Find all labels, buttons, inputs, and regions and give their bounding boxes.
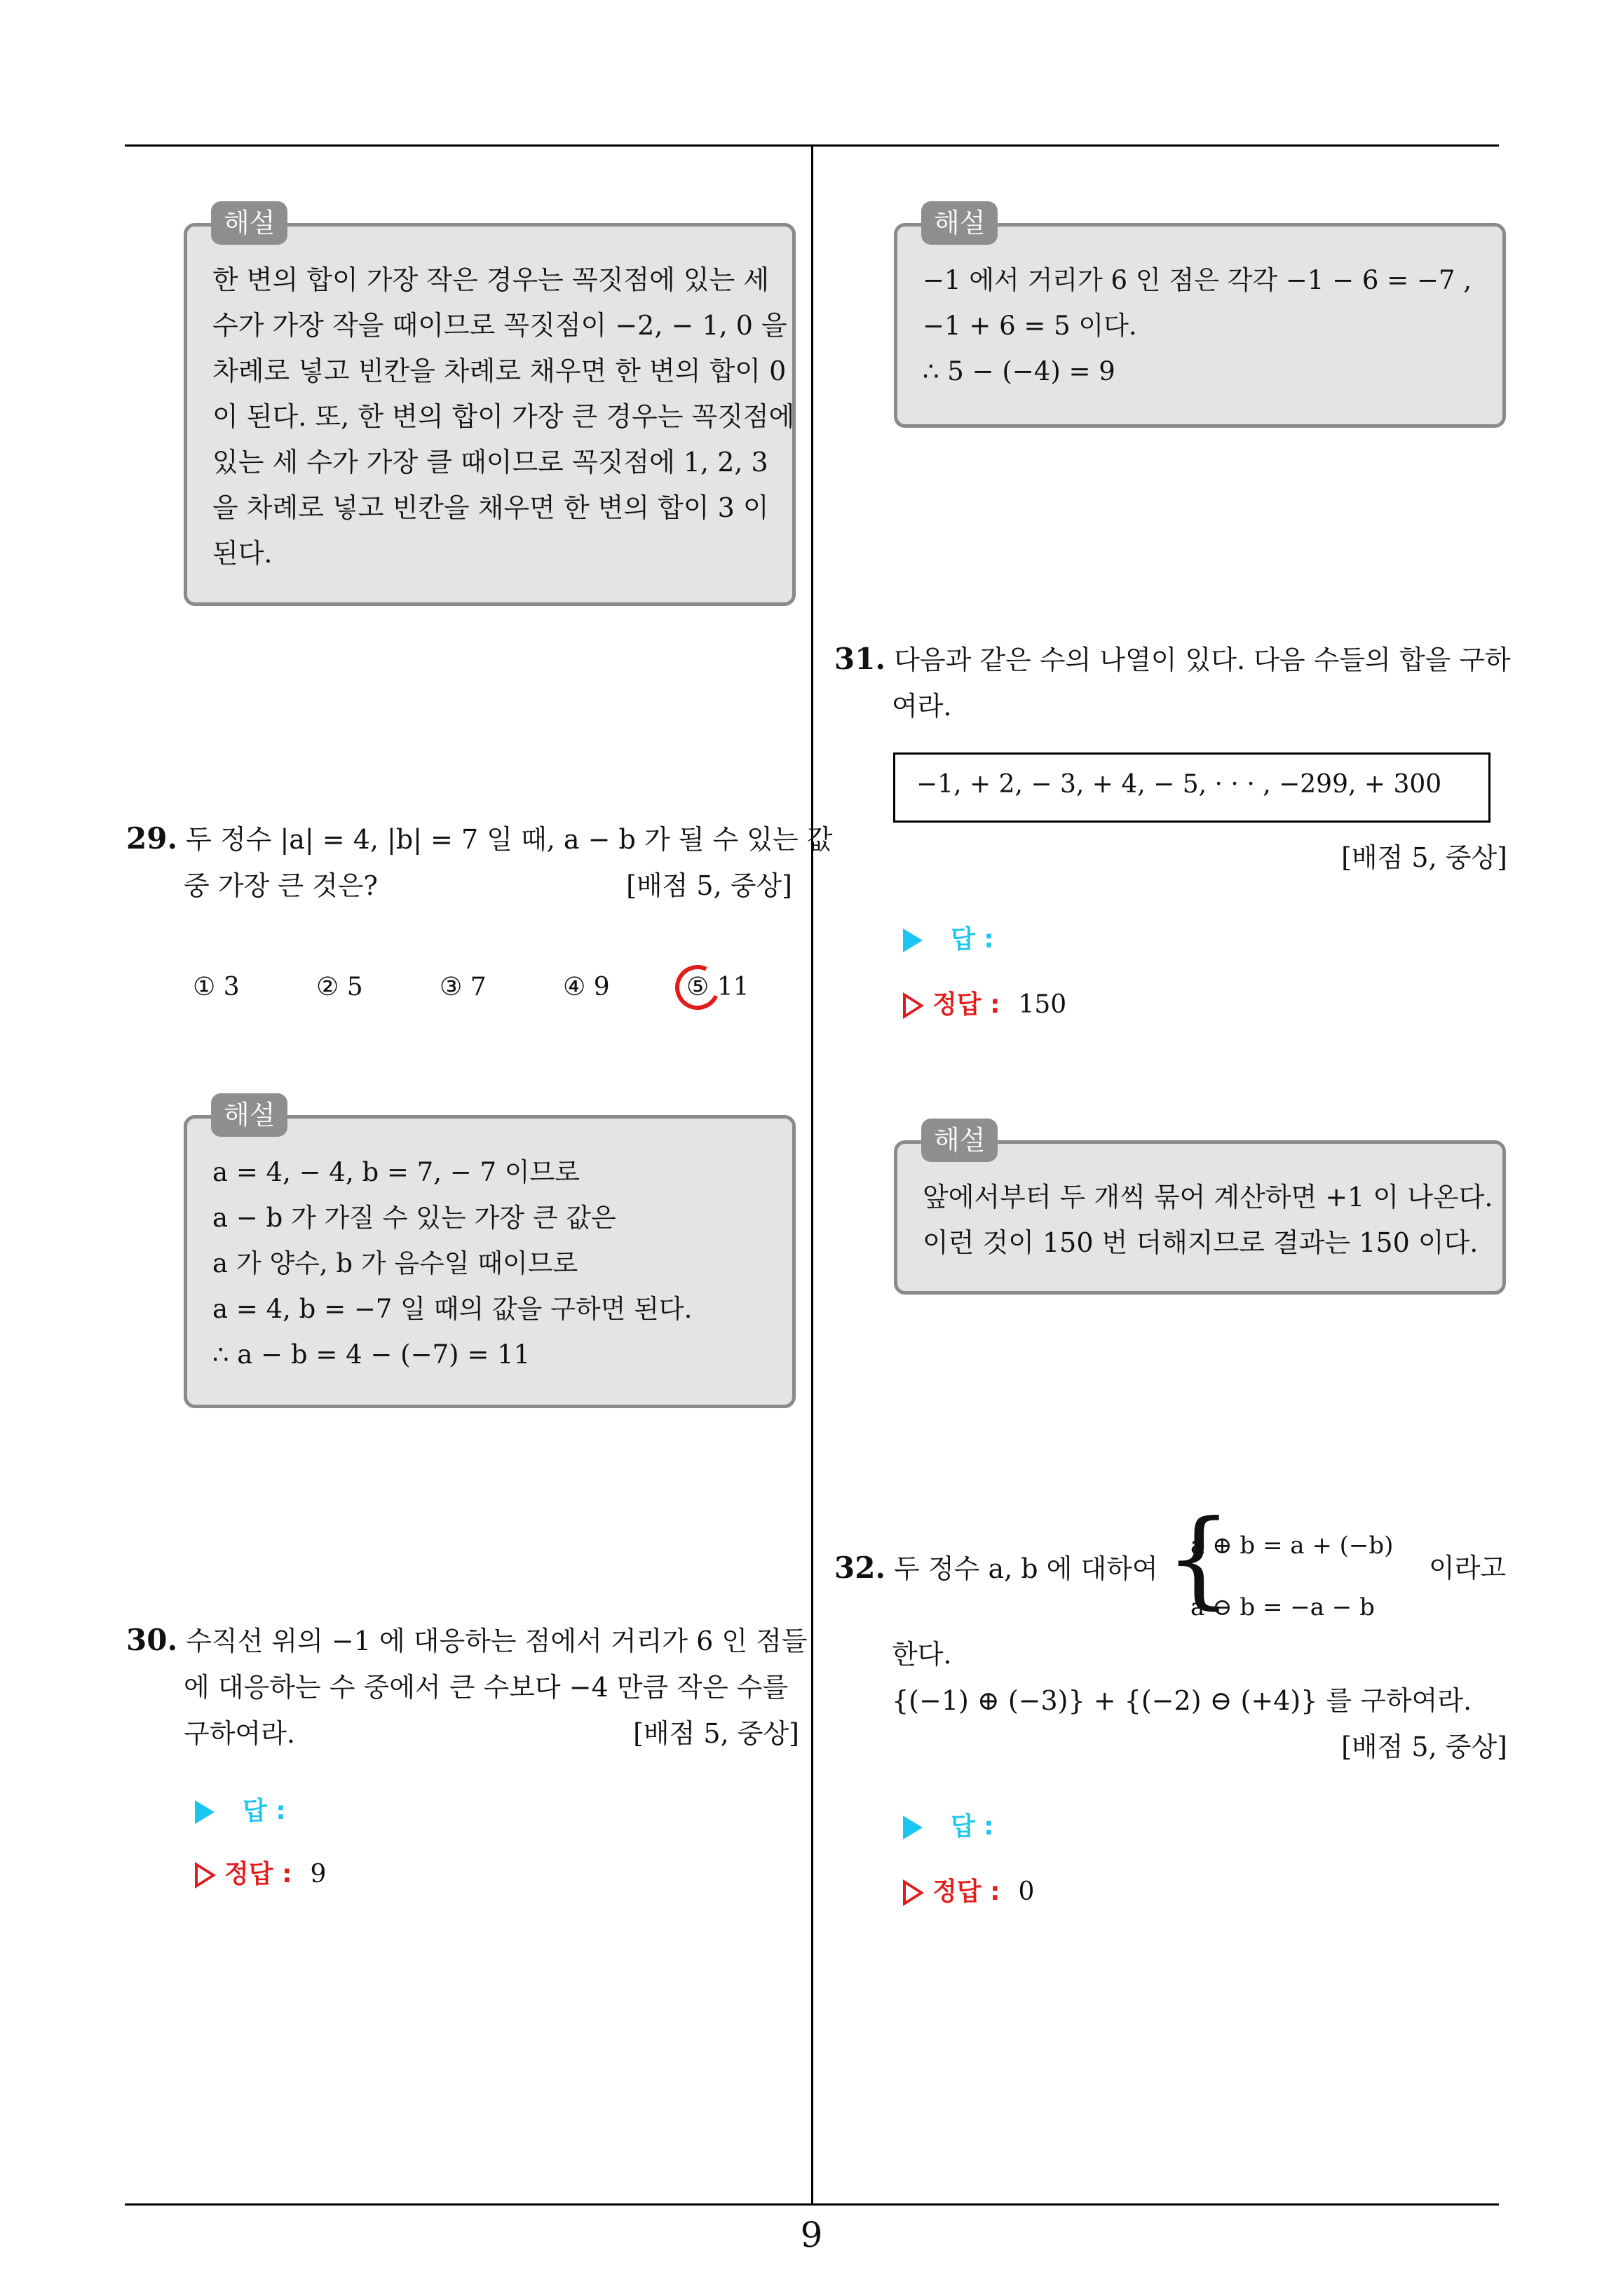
correct-value: 0 <box>1018 1877 1035 1906</box>
q32-correct-answer <box>903 1875 1034 1910</box>
choice-5[interactable]: ⑤ 11 <box>686 973 749 1001</box>
q30-explanation-box <box>894 208 1506 428</box>
question-31 <box>834 636 1511 729</box>
answer-arrow-icon <box>903 1816 923 1839</box>
correct-value: 150 <box>1018 990 1067 1019</box>
question-number: 32. <box>834 1551 886 1585</box>
score-label: [배점 5, 중상] <box>1341 1731 1507 1762</box>
answer-label: 답 : <box>951 925 994 954</box>
answer-arrow-icon <box>195 1800 215 1824</box>
correct-label: 정답 : <box>932 990 1000 1019</box>
explanation-tag: 해설 <box>921 201 998 245</box>
choice-3[interactable]: ③ 7 <box>440 973 487 1001</box>
q31-score: [배점 5, 중상] <box>1341 842 1507 873</box>
question-number: 31. <box>834 642 886 676</box>
q30-correct-answer <box>195 1857 326 1892</box>
q28-explanation-box <box>184 208 796 606</box>
correct-label: 정답 : <box>932 1877 1000 1906</box>
case-brace: { <box>1165 1498 1232 1620</box>
question-text: 에 대응하는 수 중에서 큰 수보다 −4 만큼 작은 수를 <box>184 1672 789 1703</box>
explanation-tag: 해설 <box>921 1119 998 1162</box>
choice-2[interactable]: ② 5 <box>316 973 363 1001</box>
choice-4[interactable]: ④ 9 <box>563 973 610 1001</box>
question-number: 29. <box>126 821 178 856</box>
question-text: 구하여라. <box>184 1718 295 1749</box>
correct-arrow-icon <box>903 1879 924 1906</box>
sequence-text: −1, + 2, − 3, + 4, − 5, · · · , −299, + 300 <box>916 770 1442 799</box>
explanation-tag: 해설 <box>211 201 287 245</box>
q32-answer-field[interactable] <box>903 1809 994 1844</box>
question-29 <box>126 816 833 909</box>
correct-label: 정답 : <box>224 1860 292 1889</box>
question-text: 여라. <box>892 691 952 722</box>
correct-arrow-icon <box>195 1862 216 1889</box>
question-text: 수직선 위의 −1 에 대응하는 점에서 거리가 6 인 점들 <box>186 1626 808 1656</box>
question-text: 다음과 같은 수의 나열이 있다. 다음 수들의 합을 구하 <box>894 644 1511 675</box>
page-number: 9 <box>800 2215 823 2255</box>
explanation-text: a = 4, − 4, b = 7, − 7 이므로 a − b 가 가질 수 있는 가장 큰 값은 a 가 양수, b 가 음수일 때이므로 a = 4, b = −7 일 때의 값을 구하면 된다. ∴ a − b = 4 − (−7) = 11 <box>212 1157 693 1370</box>
explanation-tag: 해설 <box>211 1093 287 1137</box>
q29-explanation-box <box>184 1100 796 1408</box>
explanation-text: −1 에서 거리가 6 인 점은 각각 −1 − 6 = −7 , −1 + 6 = 5 이다. ∴ 5 − (−4) = 9 <box>923 265 1472 386</box>
question-text: 이라고 <box>1429 1553 1507 1583</box>
correct-value: 9 <box>310 1860 327 1889</box>
case-minus: a ⊖ b = −a − b <box>1190 1593 1375 1621</box>
q30-answer-field[interactable] <box>195 1794 286 1829</box>
answer-label: 답 : <box>951 1812 994 1841</box>
question-text: 중 가장 큰 것은? <box>184 870 378 901</box>
question-text: 두 정수 |a| = 4, |b| = 7 일 때, a − b 가 될 수 있는 값 <box>186 824 833 855</box>
answer-label: 답 : <box>243 1797 286 1825</box>
q31-answer-field[interactable] <box>903 922 994 957</box>
choice-1[interactable]: ① 3 <box>193 973 240 1001</box>
q31-explanation-box <box>894 1125 1506 1295</box>
question-text: 한다. <box>892 1639 952 1670</box>
bottom-rule <box>125 2203 1499 2206</box>
sequence-box <box>893 752 1490 823</box>
question-number: 30. <box>126 1623 178 1657</box>
explanation-text: 앞에서부터 두 개씩 묶어 계산하면 +1 이 나온다. 이런 것이 150 번 더해지므로 결과는 150 이다. <box>923 1182 1493 1258</box>
q31-correct-answer <box>903 987 1066 1022</box>
question-text: {(−1) ⊕ (−3)} + {(−2) ⊖ (+4)} 를 구하여라. <box>892 1685 1472 1716</box>
answer-arrow-icon <box>903 928 923 952</box>
question-text: 두 정수 a, b 에 대하여 <box>894 1553 1158 1584</box>
operation-definitions <box>1190 1515 1393 1638</box>
question-30 <box>126 1617 808 1757</box>
case-plus: a ⊕ b = a + (−b) <box>1190 1532 1394 1560</box>
correct-arrow-icon <box>903 992 924 1019</box>
explanation-text: 한 변의 합이 가장 작은 경우는 꼭짓점에 있는 세 수가 가장 작을 때이므로 꼭짓점이 −2, − 1, 0 을 차례로 넣고 빈칸을 차례로 채우면 한 변의 합이 0 이 된다. 또, 한 변의 합이 가장 큰 경우는 꼭짓점에 있는 세 수가 가장 클 때이므로 꼭짓점에 1, 2, 3 을 차례로 넣고 빈칸을 채우면 한 변의 합이 3 이 된다. <box>212 264 795 569</box>
column-divider <box>811 144 813 2205</box>
score-label: [배점 5, 중상] <box>626 870 792 901</box>
score-label: [배점 5, 중상] <box>633 1718 799 1749</box>
